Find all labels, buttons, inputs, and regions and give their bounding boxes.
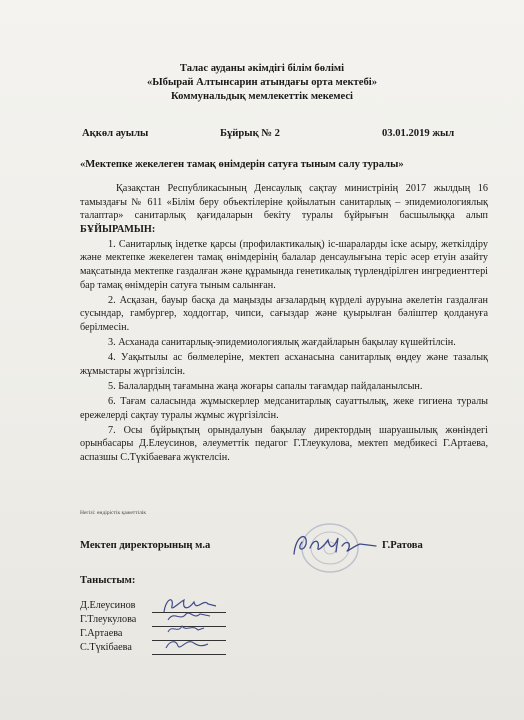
header-line-3: Коммунальдық мемлекеттік мекемесі [171,91,353,102]
director-signature-row [80,540,480,556]
order-title: «Мектепке жекелеген тамақ өнімдерін сатуға тыным салу туралы» [80,159,404,170]
order-item: 4. Уақытылы ас бөлмелеріне, мектеп асханасына санитарлық өңдеу және тазалық жұмыстары жүргізілсін. [80,352,488,377]
acknowledger-name: С.Түкібаева [80,642,132,653]
order-item: 1. Санитарлық індетке қарсы (профилактикалық) іс-шараларды іске асыру, жеткілдіру және мектепке жекелеген тамақ өнімдерінің балалар денсаулығына теріс әсер етуін азайту мақсатында мектепке газдалған және құрамында генетикалық түрлендірілген ингредиенттері бар тамақ өнімдерін сатуға тыным салынған. [80,238,488,291]
header-line-2: «Ыбырай Алтынсарин атындағы орта мектебі» [146,77,378,88]
order-item: 6. Тағам саласында жұмыскерлер медсанитарлық сауаттылық, жеке гигиена туралы ережелерді сақтау туралы жұмыс жүргізілсін. [80,395,488,421]
director-label: Мектеп директорының м.а [80,540,211,551]
acknowledger-name: Г.Тлеукулова [80,614,137,625]
familiarized-label: Таныстым: [80,575,136,586]
order-body [80,182,488,466]
intro-paragraph [80,182,488,236]
order-word: БҰЙЫРАМЫН: [80,223,156,235]
acknowledger-name: Г.Артаева [80,628,123,639]
order-number: Бұйрық № 2 [220,128,280,139]
acknowledger-name: Д.Елеусинов [80,600,136,611]
acknowledgement-row [80,642,230,656]
order-item: 3. Асханада санитарлық-эпидемиологиялық жағдайларын бақылау күшейтілсін. [108,337,456,349]
village-name: Ақкөл ауылы [82,128,149,139]
director-name: Г.Ратова [382,540,423,551]
document-header [0,62,524,104]
signature-icon [162,634,212,654]
signature-line [152,654,226,655]
order-item: 7. Осы бұйрықтың орындалуын бақылау директордың шаруашылық жөніндегі орынбасары Д.Елеусинов, әлеуметтік педагог Г.Тлеукулова, мектеп медбикесі Г.Артаева, аспазшы С.Түкібаеваға жүктелсін. [80,424,488,463]
order-date: 03.01.2019 жыл [382,128,455,139]
header-line-1: Талас ауданы әкімдігі білім бөлімі [179,63,345,74]
basis-note: Негізі: өндірістік қажеттілік [80,510,147,516]
intro-text: Қазақстан Республикасының Денсаулық сақтау министрінің 2017 жылдың 16 тамыздағы № 611 «Білім беру объектілеріне қойылатын санитарлық – эпидемиологиялық талаптар» санитарлық қағидаларын бекіту туралы бұйрығын басшылыққа алып [80,183,488,222]
meta-row [82,128,482,142]
order-item: 2. Асқазан, бауыр басқа да маңызды ағзалардың күрделі ауруына әкелетін газдалған сусындар, гамбургер, ходдоггар, чипси, сағыздар және қуырылған бәліштер қолдануға берілмесін. [80,294,488,333]
order-item: 5. Балалардың тағамына жаңа жоғары сапалы тағамдар пайдаланылсын. [108,380,423,392]
